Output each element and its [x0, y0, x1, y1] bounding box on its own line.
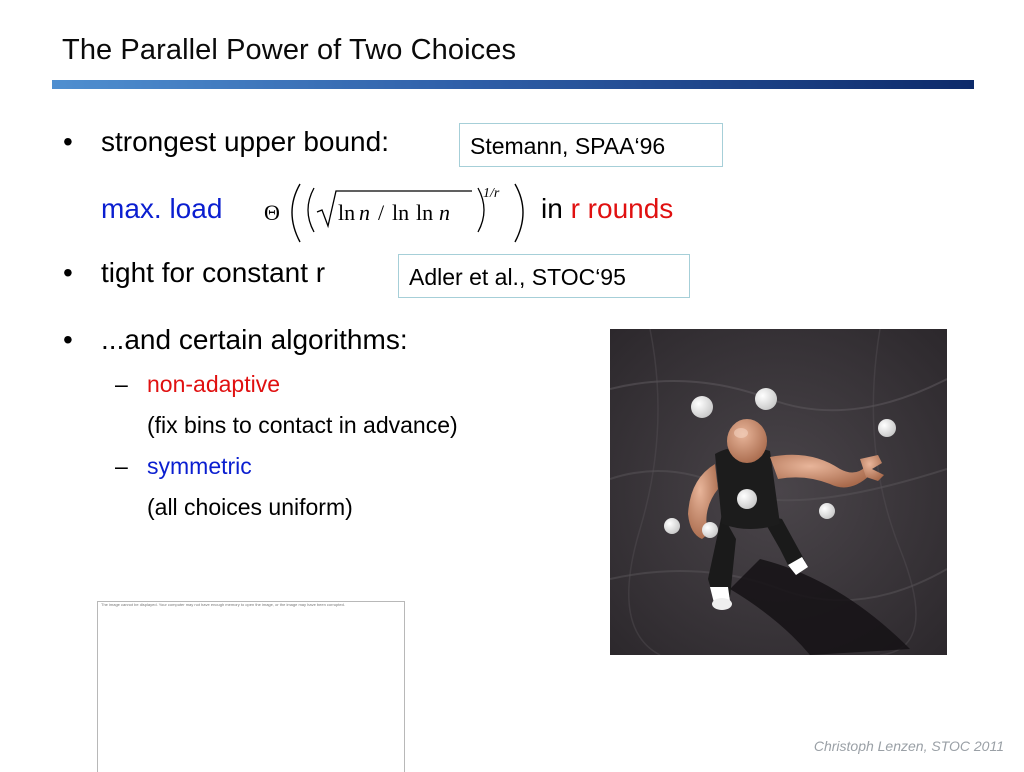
- sub-item-label: non-adaptive: [147, 371, 280, 397]
- n-1: n: [359, 200, 370, 225]
- inner-left-paren: [308, 188, 314, 232]
- broken-image-placeholder: [97, 601, 405, 772]
- in-text: in: [541, 193, 563, 224]
- placeholder-message: The image cannot be displayed. Your computer may not have enough memory to open the image, or the image may have been corrupted.: [101, 602, 345, 607]
- r-rounds-text: r rounds: [570, 193, 674, 224]
- bullet-upper-bound: [63, 126, 389, 158]
- reference-box-adler: [398, 254, 690, 298]
- ln-2: ln: [392, 200, 410, 225]
- slide-title: The Parallel Power of Two Choices: [62, 34, 517, 66]
- bullet-glyph: •: [63, 257, 73, 288]
- reference-box-stemann: [459, 123, 723, 167]
- reference-text: Adler et al., STOC‘95: [409, 264, 626, 290]
- bullet-text: tight for constant r: [101, 257, 326, 288]
- sub-item-non-adaptive: [115, 371, 280, 398]
- ln-3: ln: [416, 200, 434, 225]
- outer-right-paren: [515, 184, 523, 242]
- bullet-text: ...and certain algorithms:: [101, 324, 408, 355]
- juggler-photo-drawing: [610, 329, 947, 655]
- sub-dash: –: [115, 453, 128, 479]
- ln-1: ln: [338, 200, 356, 225]
- sub-item-desc: (fix bins to contact in advance): [147, 412, 458, 438]
- max-load-formula: [262, 180, 532, 244]
- bullet-algorithms: [63, 324, 408, 356]
- footer-credit: Christoph Lenzen, STOC 2011: [813, 738, 1004, 754]
- bullet-tight: [63, 257, 326, 289]
- exponent: 1/r: [483, 186, 500, 201]
- outer-left-paren: [292, 184, 300, 242]
- sub-item-label: symmetric: [147, 453, 252, 479]
- sub-item-symmetric: [115, 453, 252, 480]
- theta-symbol: Θ: [264, 200, 280, 225]
- bullet-glyph: •: [63, 324, 73, 355]
- max-load-label: max. load: [101, 193, 223, 224]
- bullet-text: strongest upper bound:: [101, 126, 389, 157]
- sub-item-desc: (all choices uniform): [147, 494, 353, 520]
- title-underline-bar: [52, 80, 974, 89]
- sub-dash: –: [115, 371, 128, 397]
- bullet-glyph: •: [63, 126, 73, 157]
- rounds-text: [541, 193, 673, 225]
- reference-text: Stemann, SPAA‘96: [470, 133, 666, 159]
- juggler-photo: [610, 329, 947, 655]
- slash: /: [378, 200, 385, 225]
- n-2: n: [439, 200, 450, 225]
